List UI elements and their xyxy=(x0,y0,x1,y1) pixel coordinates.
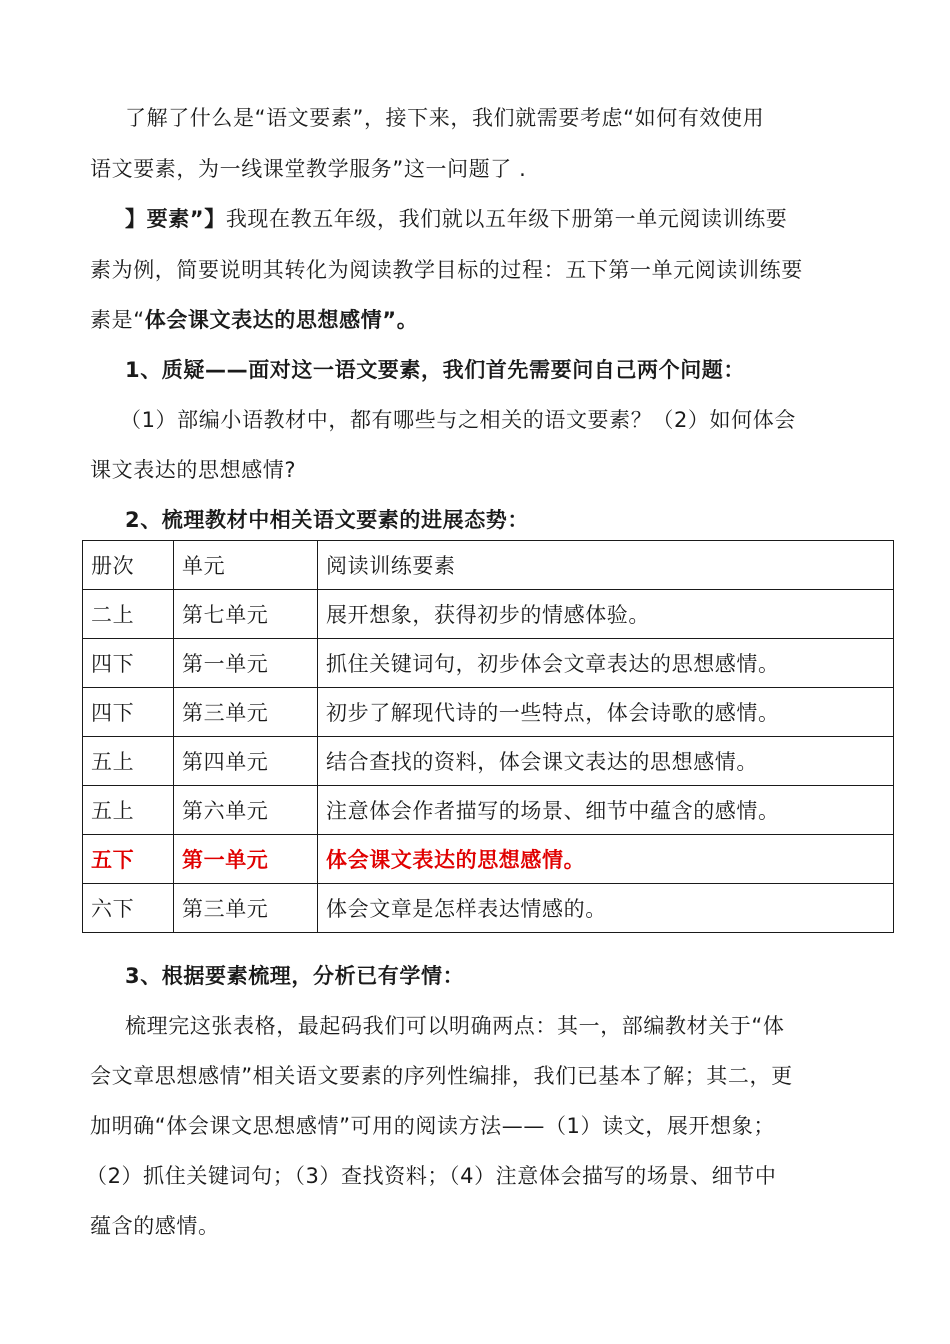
paragraph-summary-line-3: 加明确“体会课文思想感情”可用的阅读方法——（1）读文，展开想象； xyxy=(90,1114,775,1138)
cell-unit: 第七单元 xyxy=(174,590,318,639)
cell-element: 初步了解现代诗的一些特点，体会诗歌的感情。 xyxy=(318,688,894,737)
header-volume: 册次 xyxy=(83,541,174,590)
heading-2: 2、梳理教材中相关语文要素的进展态势： xyxy=(125,508,530,532)
cell-volume: 五上 xyxy=(83,737,174,786)
paragraph-example-line-2: 素为例，简要说明其转化为阅读教学目标的过程：五下第一单元阅读训练要 xyxy=(90,258,803,282)
bold-fragment: 】要素”】 xyxy=(125,207,226,231)
cell-element: 结合查找的资料，体会课文表达的思想感情。 xyxy=(318,737,894,786)
table-header-row xyxy=(83,541,894,590)
cell-volume: 五下 xyxy=(83,835,174,884)
header-unit: 单元 xyxy=(174,541,318,590)
cell-element: 体会文章是怎样表达情感的。 xyxy=(318,884,894,933)
bold-fragment: 体会课文表达的思想感情 xyxy=(144,308,383,332)
table-row xyxy=(83,737,894,786)
header-element: 阅读训练要素 xyxy=(318,541,894,590)
cell-unit: 第六单元 xyxy=(174,786,318,835)
paragraph-intro-line-1: 了解了什么是“语文要素”，接下来，我们就需要考虑“如何有效使用 xyxy=(125,106,765,130)
table-row xyxy=(83,590,894,639)
table-row xyxy=(83,688,894,737)
paragraph-example-line-3 xyxy=(90,306,418,334)
cell-volume: 二上 xyxy=(83,590,174,639)
text-fragment: 我现在教五年级，我们就以五年级下册第一单元阅读训练要 xyxy=(225,207,788,231)
cell-volume: 五上 xyxy=(83,786,174,835)
cell-volume: 六下 xyxy=(83,884,174,933)
cell-element: 注意体会作者描写的场景、细节中蕴含的感情。 xyxy=(318,786,894,835)
table-row-highlighted xyxy=(83,835,894,884)
heading-1: 1、质疑——面对这一语文要素，我们首先需要问自己两个问题： xyxy=(125,358,746,382)
cell-element: 抓住关键词句，初步体会文章表达的思想感情。 xyxy=(318,639,894,688)
cell-unit: 第四单元 xyxy=(174,737,318,786)
cell-volume: 四下 xyxy=(83,688,174,737)
cell-unit: 第三单元 xyxy=(174,884,318,933)
paragraph-summary-line-5: 蕴含的感情。 xyxy=(90,1214,220,1238)
cell-unit: 第一单元 xyxy=(174,639,318,688)
reading-elements-table xyxy=(82,540,894,933)
paragraph-example-line-1 xyxy=(125,205,787,233)
cell-unit: 第一单元 xyxy=(174,835,318,884)
table-row xyxy=(83,639,894,688)
table-row xyxy=(83,786,894,835)
paragraph-summary-line-2: 会文章思想感情”相关语文要素的序列性编排，我们已基本了解；其二，更 xyxy=(90,1064,793,1088)
cell-element: 体会课文表达的思想感情。 xyxy=(318,835,894,884)
text-fragment: ”。 xyxy=(382,308,419,332)
cell-volume: 四下 xyxy=(83,639,174,688)
paragraph-summary-line-4: （2）抓住关键词句；（3）查找资料；（4）注意体会描写的场景、细节中 xyxy=(86,1164,777,1188)
questions-line-2: 课文表达的思想感情? xyxy=(90,458,297,482)
paragraph-intro-line-2: 语文要素，为一线课堂教学服务”这一问题了 . xyxy=(90,157,527,181)
text-fragment: 素是“ xyxy=(90,308,145,332)
paragraph-summary-line-1: 梳理完这张表格，最起码我们可以明确两点：其一，部编教材关于“体 xyxy=(125,1014,785,1038)
cell-element: 展开想象，获得初步的情感体验。 xyxy=(318,590,894,639)
heading-3: 3、根据要素梳理，分析已有学情： xyxy=(125,964,465,988)
table-row xyxy=(83,884,894,933)
cell-unit: 第三单元 xyxy=(174,688,318,737)
questions-line-1: （1）部编小语教材中，都有哪些与之相关的语文要素？（2）如何体会 xyxy=(120,408,796,432)
